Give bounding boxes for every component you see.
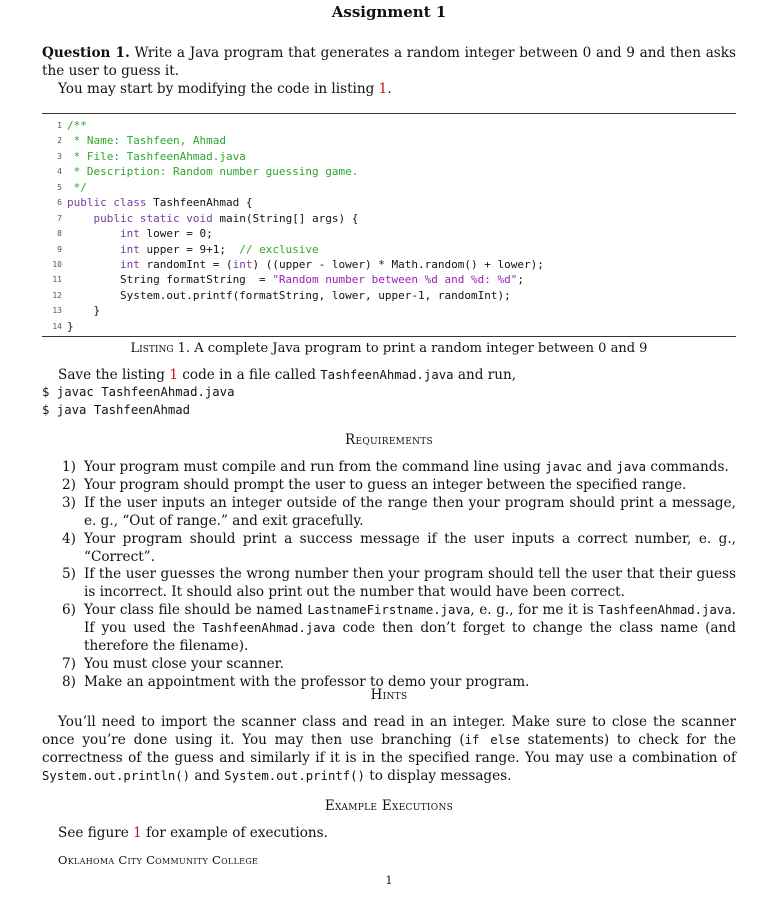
- question-text: Write a Java program that generates a random integer between 0 and 9 and then asks the user to guess it.: [42, 45, 736, 79]
- line-number: 8: [57, 229, 62, 239]
- caption-text: A complete Java program to print a random integer between 0 and 9: [194, 341, 648, 356]
- requirement-text: Your class file should be named: [84, 602, 308, 619]
- requirement-number: 5): [62, 566, 76, 583]
- code-token: */: [67, 180, 87, 194]
- code-token: * File: TashfeenAhmad.java: [67, 149, 246, 163]
- code-token: int: [119, 257, 140, 271]
- code-token: main(String[] args) {: [212, 211, 359, 225]
- code-token: [67, 227, 120, 240]
- code-line: [42, 149, 736, 164]
- code-line: [42, 242, 736, 257]
- examples-paragraph: See figure 1 for example of executions.: [58, 825, 328, 841]
- requirement-number: 3): [62, 494, 76, 511]
- code-text: [67, 133, 226, 148]
- requirement-item: [62, 566, 736, 602]
- inline-code: TashfeenAhmad.java: [598, 603, 732, 618]
- requirement-text: Your program should prompt the user to guess an integer between the specified range.: [84, 476, 687, 493]
- requirement-number: 4): [62, 530, 76, 547]
- hints-heading: Hints: [370, 687, 408, 703]
- code-token: public class: [67, 196, 147, 210]
- requirement-number: 7): [62, 655, 76, 672]
- line-number: 2: [57, 136, 62, 146]
- code-token: ;: [517, 273, 524, 287]
- code-line: [42, 257, 736, 272]
- code-token: "Random number between %d and %d: %d": [272, 273, 518, 287]
- code-text: [67, 319, 74, 334]
- code-line: [42, 118, 736, 133]
- line-number: 5: [57, 182, 62, 192]
- code-token: // exclusive: [239, 242, 319, 256]
- requirement-text: . If you used the: [84, 602, 736, 637]
- code-text: [67, 118, 87, 133]
- line-number: 1: [57, 121, 62, 130]
- line-number: 9: [57, 244, 62, 254]
- code-token: lower = 0;: [139, 227, 213, 241]
- caption-label: Listing 1.: [130, 341, 191, 356]
- footer-institution: Oklahoma City Community College: [58, 853, 259, 867]
- requirement-number: 2): [62, 476, 76, 493]
- requirement-number: 8): [62, 673, 76, 690]
- code-line: [42, 288, 736, 303]
- code-token: }: [67, 319, 74, 333]
- code-text: [67, 211, 358, 226]
- code-token: }: [67, 304, 101, 318]
- listing-caption: [42, 341, 736, 356]
- requirement-text: If the user inputs an integer outside of the range then your program should print a message, e. g., “Out of range.” and exit gracefully.: [84, 494, 736, 529]
- code-token: System.out.printf(formatString, lower, upper-1, randomInt);: [67, 288, 511, 302]
- code-token: ) ((upper - lower) * Math.random() + lower);: [252, 257, 544, 271]
- requirement-text: and: [582, 459, 617, 475]
- inline-code: java: [616, 460, 647, 474]
- code-listing: [42, 118, 736, 334]
- requirement-item: [62, 477, 736, 495]
- code-token: int: [232, 257, 253, 271]
- requirement-text: You must close your scanner.: [84, 655, 284, 672]
- inline-code: javac: [545, 460, 583, 474]
- code-text: [67, 303, 100, 318]
- code-token: [67, 212, 94, 225]
- code-text: [67, 164, 358, 179]
- requirement-number: 6): [62, 602, 76, 619]
- requirement-item: [62, 602, 736, 656]
- figure-reference-link[interactable]: 1: [133, 825, 142, 841]
- code-token: int: [119, 227, 140, 241]
- shell-command-run: $ java TashfeenAhmad: [42, 403, 191, 417]
- examples-heading: Example Executions: [324, 798, 454, 814]
- requirement-text: Your program must compile and run from the command line using: [84, 459, 546, 475]
- code-text: [67, 272, 524, 287]
- requirement-text: Make an appointment with the professor to demo your program.: [84, 673, 530, 690]
- code-token: String formatString =: [67, 273, 273, 287]
- inline-code: LastnameFirstname.java: [307, 603, 471, 618]
- start-text: You may start by modifying the code in listing: [58, 81, 379, 97]
- inline-code: TashfeenAhmad.java: [202, 621, 336, 636]
- line-number: 12: [52, 290, 62, 300]
- code-token: upper = 9+1;: [139, 242, 240, 256]
- code-token: [67, 258, 120, 271]
- question-paragraph: [42, 44, 736, 80]
- listing-reference-link[interactable]: 1: [378, 81, 388, 97]
- page-number: 1: [385, 874, 393, 887]
- requirement-item: [62, 459, 736, 477]
- code-token: [67, 243, 120, 256]
- line-number: 13: [52, 306, 62, 316]
- code-line: [42, 211, 736, 226]
- requirement-text: Your program should print a success message if the user inputs a correct number, e. g., “Correct”.: [84, 530, 736, 565]
- requirement-text: , e. g., for me it is: [470, 602, 599, 619]
- requirement-text: If the user guesses the wrong number then your program should tell the user that their guess is incorrect. It should also print out the number that would have been correct.: [84, 566, 736, 601]
- listing-reference-link[interactable]: 1: [169, 367, 178, 383]
- line-number: 3: [57, 151, 62, 161]
- line-number: 11: [52, 275, 62, 285]
- code-text: [67, 257, 544, 272]
- code-text: [67, 288, 511, 303]
- save-paragraph: Save the listing 1 code in a file called TashfeenAhmad.java and run,: [58, 367, 517, 383]
- code-token: public static void: [93, 211, 213, 225]
- code-text: [67, 226, 213, 241]
- listing-top-rule: [42, 113, 736, 114]
- code-token: * Description: Random number guessing game.: [67, 165, 359, 179]
- requirements-heading: Requirements: [344, 432, 434, 448]
- requirements-list: [62, 459, 736, 692]
- line-number: 4: [57, 167, 62, 177]
- line-number: 14: [52, 321, 62, 331]
- filename-code: TashfeenAhmad.java: [320, 368, 454, 382]
- code-token: * Name: Tashfeen, Ahmad: [67, 134, 226, 148]
- shell-command-compile: $ javac TashfeenAhmad.java: [42, 385, 235, 399]
- code-line: [42, 272, 736, 287]
- line-number: 7: [57, 213, 62, 223]
- code-line: [42, 226, 736, 241]
- line-number: 6: [57, 198, 62, 208]
- listing-bottom-rule: [42, 336, 736, 337]
- code-line: [42, 195, 736, 210]
- code-token: int: [119, 242, 140, 256]
- hints-paragraph: You’ll need to import the scanner class and read in an integer. Make sure to close the scanner once you’re done using it. You may then use branching (if else statements) to check for the correctness of the guess and similarly if it is in the specified range. You may use a combination of System.out.println() and System.out.printf() to display messages.: [42, 714, 736, 784]
- code-token: randomInt = (: [139, 257, 233, 271]
- code-text: [67, 149, 246, 164]
- code-line: [42, 303, 736, 318]
- line-number: 10: [52, 259, 62, 269]
- requirement-text: commands.: [646, 459, 729, 475]
- code-line: [42, 164, 736, 179]
- requirement-number: 1): [62, 459, 76, 475]
- code-line: [42, 133, 736, 148]
- page-title: Assignment 1: [331, 3, 447, 21]
- code-text: [67, 242, 319, 257]
- code-text: [67, 180, 87, 195]
- requirement-item: [62, 531, 736, 567]
- requirement-text: code then don’t forget to change the class name (and therefore the filename).: [84, 620, 736, 655]
- start-paragraph: You may start by modifying the code in listing 1.: [58, 81, 392, 97]
- code-token: TashfeenAhmad {: [146, 196, 253, 210]
- code-line: [42, 319, 736, 334]
- requirement-item: [62, 656, 736, 674]
- code-text: [67, 195, 252, 210]
- requirement-item: [62, 495, 736, 531]
- question-label: Question 1.: [42, 45, 130, 61]
- code-token: /**: [67, 119, 87, 132]
- code-line: [42, 180, 736, 195]
